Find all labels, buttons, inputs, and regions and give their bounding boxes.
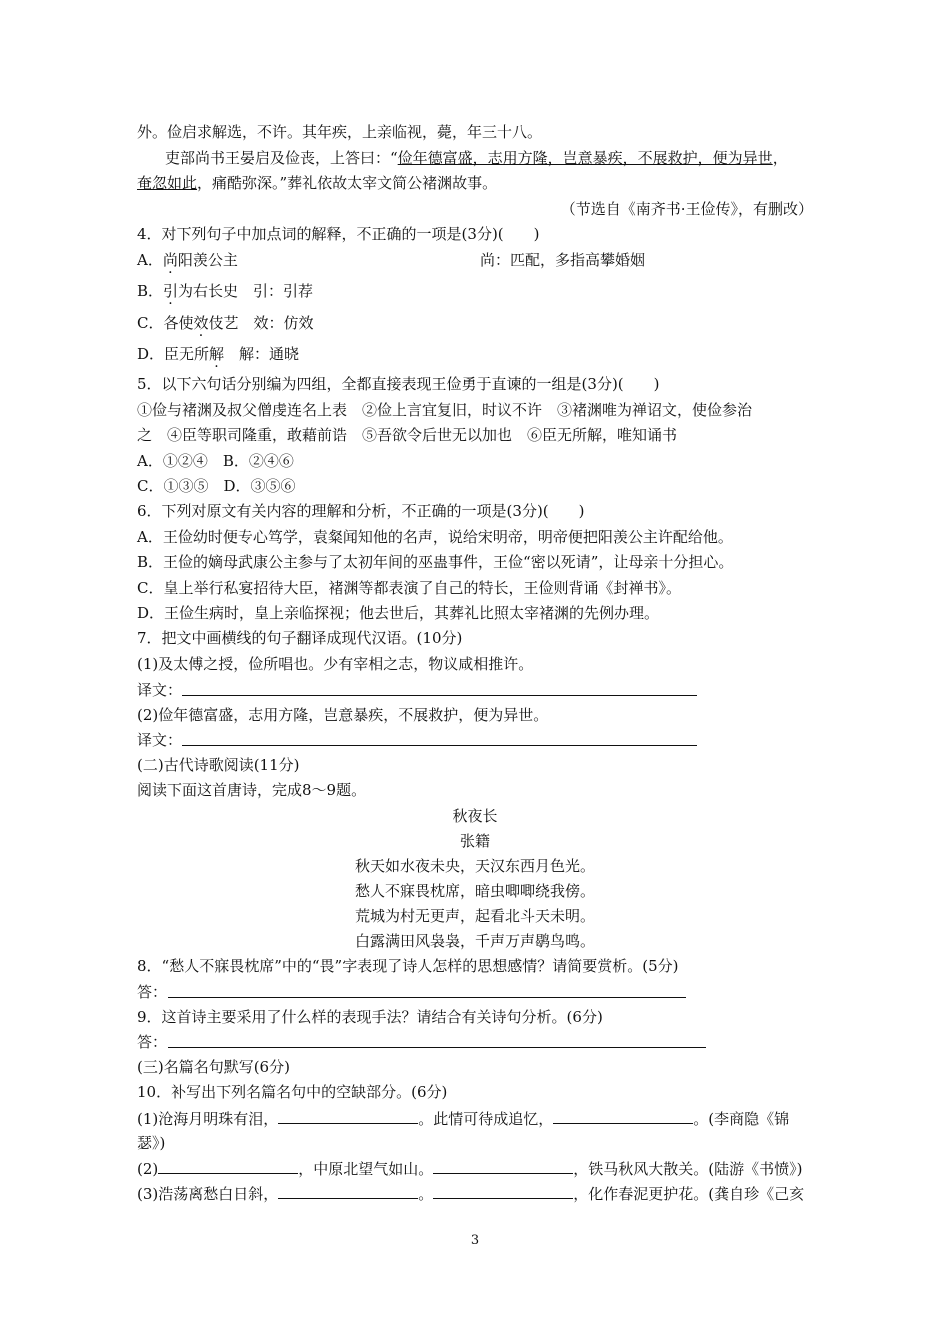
question-9-stem: 9．这首诗主要采用了什么样的表现手法？请结合有关诗句分析。(6分): [137, 1008, 603, 1026]
option-text: 为右长史 引：引荐: [178, 282, 314, 300]
option-letter: B．: [137, 282, 164, 300]
q6-option-b: B．王俭的嫡母武康公主参与了太初年间的巫蛊事件，王俭“密以死请”，让母亲十分担心。: [137, 553, 734, 571]
option-letter: A．: [137, 251, 163, 269]
underlined-sentence: 俭年德富盛，志用方隆，岂意暴疾，不展救护，便为异世: [397, 149, 773, 167]
q4-option-c: [137, 313, 314, 333]
q6-option-a: A．王俭幼时便专心笃学，袁粲闻知他的名声，说给宋明帝，明帝便把阳羡公主许配给他。: [137, 528, 733, 546]
q5-options-ab: A．①②④ B．②④⑥: [137, 452, 294, 470]
underlined-sentence: 奄忽如此: [137, 174, 198, 192]
option-text: 阳羡公主: [177, 251, 238, 269]
question-10-stem: 10．补写出下列名篇名句中的空缺部分。(6分): [137, 1083, 448, 1101]
q7-answer-label-2: 译文：: [137, 731, 183, 749]
q5-sentences-line-2: 之 ④臣等职司隆重，敢藉前诰 ⑤吾欲令后世无以加也 ⑥臣无所解，唯知诵书: [137, 426, 678, 444]
q10-item-3: [137, 1183, 804, 1204]
option-letter: C．各使: [137, 314, 194, 332]
fill-blank[interactable]: [553, 1108, 693, 1124]
q8-answer-line[interactable]: [168, 997, 686, 998]
page-number: 3: [470, 1233, 480, 1248]
q10-text: (1)沧海月明珠有泪，: [137, 1110, 279, 1128]
passage-line-2: [165, 148, 788, 168]
q10-text: (3)浩荡离愁白日斜，: [137, 1185, 279, 1203]
poem-line: 荒城为村无更声，起看北斗天未明。: [354, 907, 595, 925]
q10-item-1: [137, 1108, 789, 1129]
option-text: 伎艺 效：仿效: [208, 314, 314, 332]
q9-answer-label: 答：: [137, 1033, 168, 1051]
q10-text: 。(李商隐《锦: [693, 1110, 790, 1128]
q10-text: ，中原北望气如山。: [298, 1160, 434, 1178]
q7-sentence-2: (2)俭年德富盛，志用方隆，岂意暴疾，不展救护，便为异世。: [137, 706, 549, 724]
q10-text: 。此情可待成追忆，: [418, 1110, 554, 1128]
fill-blank[interactable]: [278, 1108, 418, 1124]
q10-text: ，铁马秋风大散关。(陆游《书愤》): [573, 1160, 803, 1178]
passage-line-3: [137, 173, 497, 193]
passage-text: ，痛酷弥深。”葬礼依故太宰文简公褚渊故事。: [197, 174, 498, 192]
option-letter: D．臣无所: [137, 345, 210, 363]
q6-option-d: D．王俭生病时，皇上亲临探视；他去世后，其葬礼比照太宰褚渊的先例办理。: [137, 604, 660, 622]
poem-author: 张籍: [459, 832, 490, 850]
q7-sentence-1: (1)及太傅之授，俭所唱也。少有宰相之志，物议咸相推许。: [137, 655, 534, 673]
q10-item-1-wrap: 瑟》): [137, 1134, 166, 1152]
question-5-stem: 5．以下六句话分别编为四组，全都直接表现王俭勇于直谏的一组是(3分)( ): [137, 375, 660, 393]
section-2-intro: 阅读下面这首唐诗，完成8～9题。: [137, 781, 367, 799]
dotted-word: 尚: [162, 251, 178, 269]
fill-blank[interactable]: [433, 1158, 573, 1174]
section-2-title: (二)古代诗歌阅读(11分): [137, 756, 300, 774]
q7-answer-line-1[interactable]: [182, 695, 697, 696]
q8-answer-label: 答：: [137, 983, 168, 1001]
q9-answer-line[interactable]: [168, 1047, 706, 1048]
fill-blank[interactable]: [278, 1183, 418, 1199]
dotted-word: 解: [209, 345, 225, 363]
question-7-stem: 7．把文中画横线的句子翻译成现代汉语。(10分): [137, 629, 463, 647]
q4-option-a: [137, 250, 238, 270]
question-4-stem: 4．对下列句子中加点词的解释，不正确的一项是(3分)( ): [137, 225, 540, 243]
q4-option-a-explanation: 尚：匹配，多指高攀婚姻: [480, 251, 646, 269]
option-text: 解：通晓: [224, 345, 300, 363]
q7-answer-label-1: 译文：: [137, 681, 183, 699]
q7-answer-line-2[interactable]: [182, 745, 697, 746]
passage-text: ，: [772, 149, 788, 167]
q4-option-d: [137, 344, 299, 364]
q4-option-b: [137, 281, 313, 301]
q10-text: (2): [137, 1160, 159, 1178]
q6-option-c: C．皇上举行私宴招待大臣，褚渊等都表演了自己的特长，王俭则背诵《封禅书》。: [137, 579, 681, 597]
q10-text: ，化作春泥更护花。(龚自珍《己亥: [573, 1185, 805, 1203]
poem-line: 秋天如水夜未央，天汉东西月色光。: [354, 857, 595, 875]
q10-text: 。: [418, 1185, 434, 1203]
poem-line: 白露满田风袅袅，千声万声鹖鸟鸣。: [354, 932, 595, 950]
section-3-title: (三)名篇名句默写(6分): [137, 1058, 290, 1076]
dotted-word: 效: [193, 314, 209, 332]
q5-sentences-line-1: ①俭与褚渊及叔父僧虔连名上表 ②俭上言宜复旧，时议不许 ③褚渊唯为禅诏文，使俭参治: [137, 401, 753, 419]
q10-item-2: [137, 1158, 802, 1179]
passage-source: （节选自《南齐书·王俭传》，有删改）: [560, 200, 813, 218]
passage-text: 吏部尚书王晏启及俭丧，上答曰：“: [165, 149, 398, 167]
fill-blank[interactable]: [433, 1183, 573, 1199]
poem-line: 愁人不寐畏枕席，暗虫唧唧绕我傍。: [354, 882, 595, 900]
passage-line-1: 外。俭启求解选，不许。其年疾，上亲临视，薨，年三十八。: [137, 123, 543, 141]
question-8-stem: 8．“愁人不寐畏枕席”中的“畏”字表现了诗人怎样的思想感情？请简要赏析。(5分): [137, 957, 679, 975]
q5-options-cd: C．①③⑤ D．③⑤⑥: [137, 477, 296, 495]
fill-blank[interactable]: [158, 1158, 298, 1174]
question-6-stem: 6．下列对原文有关内容的理解和分析，不正确的一项是(3分)( ): [137, 502, 585, 520]
dotted-word: 引: [163, 282, 179, 300]
poem-title: 秋夜长: [452, 807, 498, 825]
